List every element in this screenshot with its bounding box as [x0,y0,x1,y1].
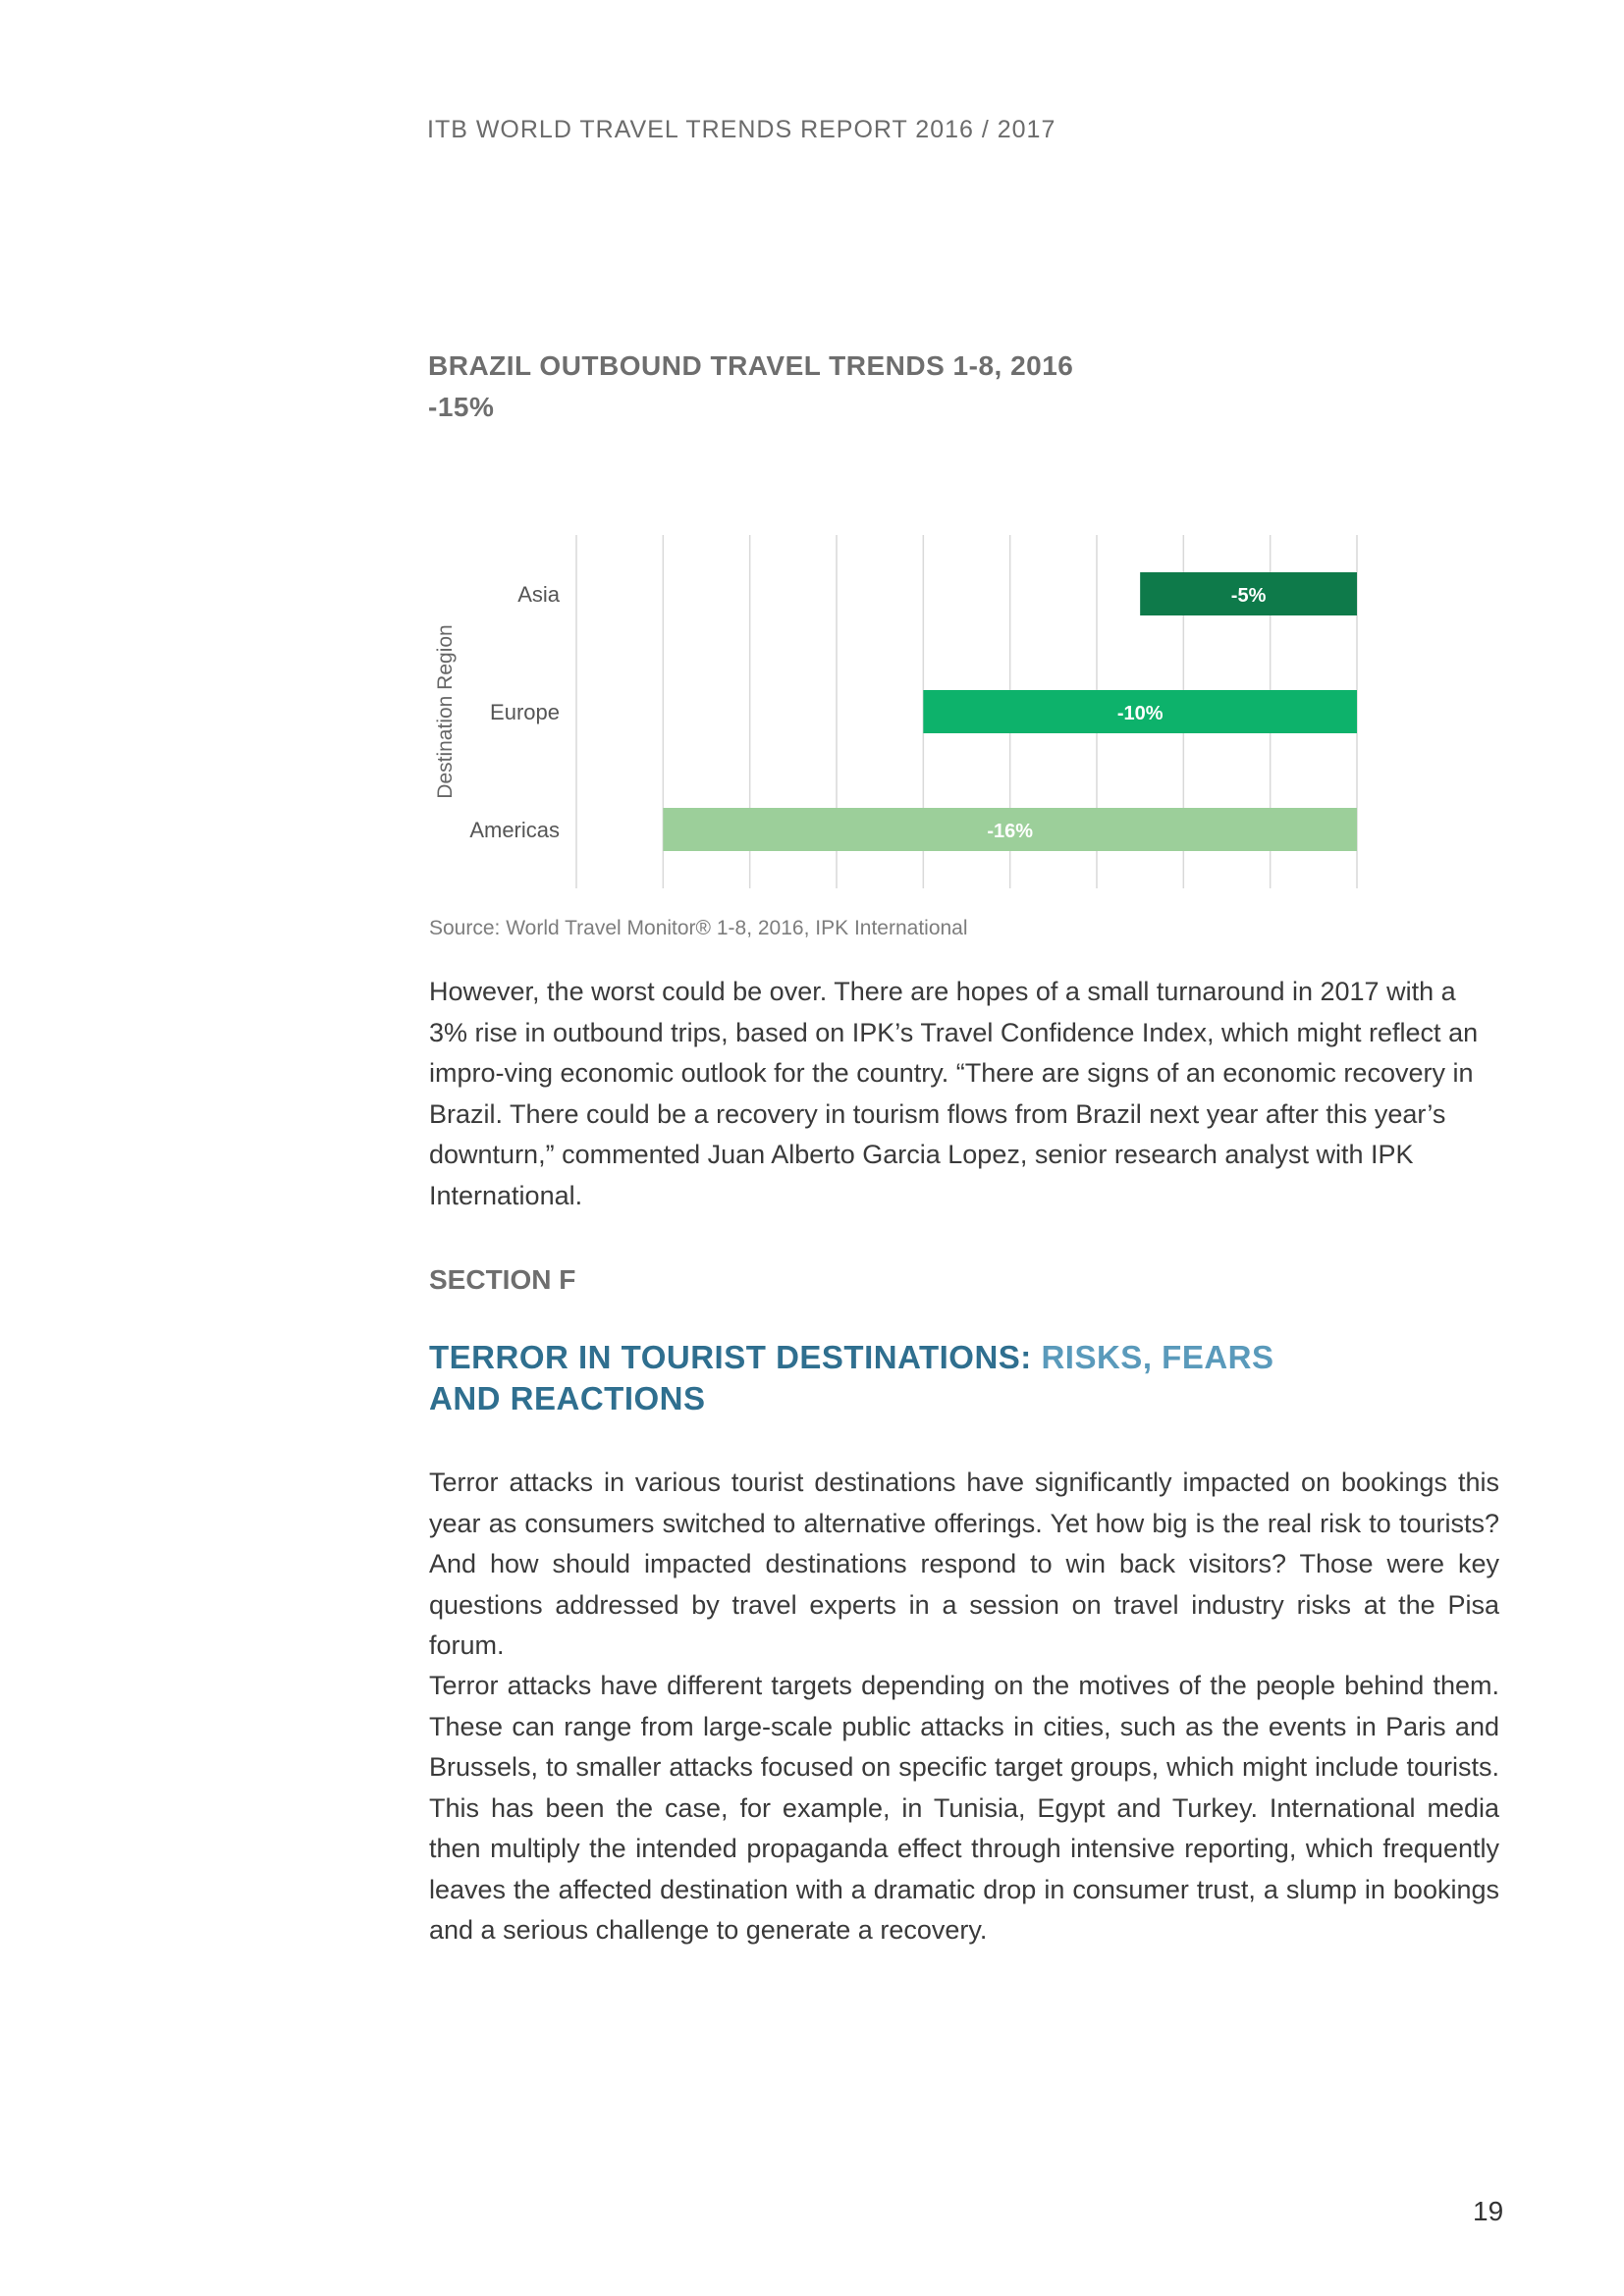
chart-heading [428,346,1073,428]
category-label-asia: Asia [517,582,560,607]
chart-source-note: Source: World Travel Monitor® 1-8, 2016, IPK International [429,917,968,939]
paragraph-brazil-outlook: However, the worst could be over. There are hopes of a small turnaround in 2017 with a 3% rise in outbound trips, based on IPK’s Travel Confidence Index, which might reflect an impro-ving economic outlook for the country. “There are signs of an economic recovery in Brazil. There could be a recovery in tourism flows from Brazil next year after this year’s downturn,” commented Juan Alberto Garcia Lopez, senior research analyst with IPK International. [429,977,1479,1210]
chart-heading-line1: BRAZIL OUTBOUND TRAVEL TRENDS 1-8, 2016 [428,350,1074,381]
paragraph-terror-targets: Terror attacks have different targets depending on the motives of the people behind them. These can range from large-scale public attacks in cities, such as the events in Paris and Brussels, to smaller attacks focused on specific target groups, which might include tourists. This has been the case, for example, in Tunisia, Egypt and Turkey. International media then multiply the intended propaganda effect through intensive reporting, which frequently leaves the affected destination with a dramatic drop in consumer trust, a slump in bookings and a serious challenge to generate a recovery. [429,1671,1499,1945]
category-label-americas: Americas [469,818,560,842]
bar-label-americas: -16% [987,821,1034,842]
category-labels [469,582,560,842]
running-header: ITB WORLD TRAVEL TRENDS REPORT 2016 / 2017 [427,116,1056,143]
section-title-part2: RISKS, FEARS [1041,1339,1274,1375]
paragraph-terror-bookings: Terror attacks in various tourist destinations have significantly impacted on bookings this year as consumers switched to alternative offerings. Yet how big is the real risk to tourists? And how should impacted destinations respond to win back visitors? Those were key questions addressed by travel experts in a session on travel industry risks at the Pisa forum. [429,1468,1499,1660]
section-label: SECTION F [429,1264,576,1295]
chart-heading-line2: -15% [428,392,495,422]
bar-chart [412,520,1375,898]
bar-label-asia: -5% [1230,585,1267,607]
section-title-part1: TERROR IN TOURIST DESTINATIONS: [429,1339,1042,1375]
page-number: 19 [1473,2196,1504,2226]
y-axis-label: Destination Region [434,624,457,799]
bar-label-europe: -10% [1116,703,1164,724]
category-label-europe: Europe [490,700,560,724]
section-title-part3: AND REACTIONS [429,1380,706,1416]
section-title [429,1337,1274,1419]
